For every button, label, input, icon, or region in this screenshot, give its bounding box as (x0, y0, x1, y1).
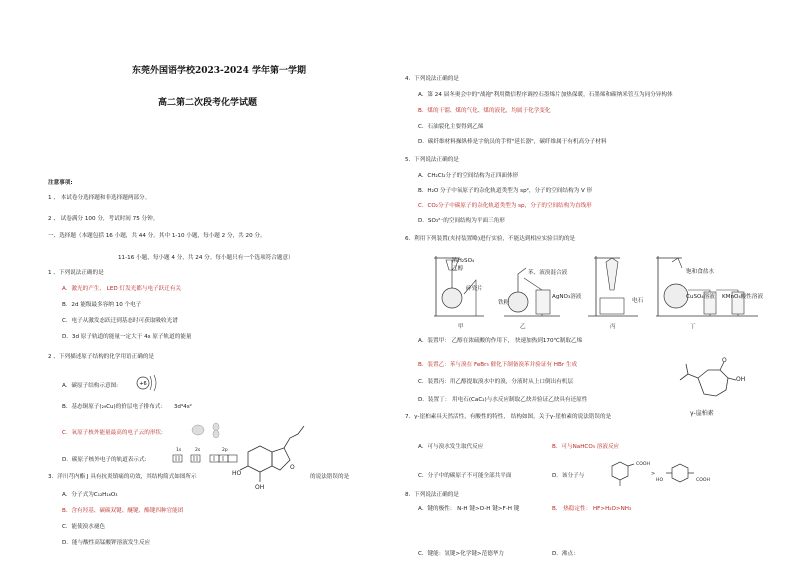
q3-option-b: B．含有羟基、碳碳双键、醚键、酯键四种官能团 (62, 508, 184, 514)
caption-ding: 丁 (690, 324, 696, 330)
question-6: 6．利用下列装置(夹持装置略)进行实验，不能达到相应实验目的的是 (405, 236, 576, 242)
thujaplicin-o-label: O (722, 357, 727, 364)
q1-option-c: C．电子从激发态跃迁到基态时可获取吸收光谱 (62, 318, 178, 324)
notice-heading: 注意事项: (48, 180, 73, 186)
thujaplicin-structure (676, 358, 746, 410)
caption-jia: 甲 (458, 324, 464, 330)
question-5: 5．下列说法正确的是 (405, 157, 459, 163)
q4-option-b: B．煤的干馏、煤的气化、煤的液化，均属于化学变化 (418, 108, 551, 114)
orbital-label-2s: 2s (195, 448, 201, 453)
question-1: 1 、下列说法正确的是 (48, 270, 104, 276)
q7-option-c: C．分子中的碳原子不可能全部共平面 (418, 473, 512, 479)
q5-option-a: A．CH₂Cl₂分子的空间结构为正四面体形 (418, 173, 519, 179)
q1-option-b: B．2d 能级最多容纳 10 个电子 (62, 302, 142, 308)
question-4: 4．下列说法正确的是 (405, 76, 459, 82)
app2-label-iron: 铁粉 (498, 300, 510, 306)
orbital-label-2p: 2p (222, 448, 228, 453)
exam-title: 东莞外国语学校2023-2024 学年第一学期 (132, 66, 306, 76)
q8-option-b: B． 热稳定性： HF>H₂O>NH₃ (552, 506, 632, 512)
caption-bing: 丙 (610, 324, 616, 330)
q5-option-c: C．CO₂分子中碳原子的杂化轨道类型为 sp，分子的空间结构为直线形 (418, 203, 592, 209)
app4-label-brine: 饱和食盐水 (686, 269, 714, 275)
app1-label-ethanol: 乙醇 (452, 266, 464, 272)
mol8-ho-para: HO (656, 478, 664, 483)
question-2: 2 、下列描述原子结构的化学用语正确的是 (48, 354, 155, 360)
q2-option-a: A．碳原子结构示意图: (62, 383, 119, 389)
app4-label-cuso4: CuSO₄溶液 (686, 294, 715, 300)
q3-option-d: D．能与酸性高锰酸钾溶液发生反应 (62, 540, 151, 546)
mol8-cooh-ortho: COOH (636, 462, 650, 467)
q6-option-b: B．装置乙：苯与溴在 FeBr₃ 催化下制备溴苯并验证有 HBr 生成 (418, 362, 578, 368)
q2-option-b-value: 3d⁹4s² (173, 404, 192, 410)
q8-option-d: D．沸点： (552, 551, 579, 557)
app2-label-mixture: 苯、液溴混合液 (528, 270, 568, 276)
atom-nucleus-label: +6 (139, 381, 147, 387)
q4-option-a: A．第 24 届冬奥会中的"战袍"利用微信程序调控石墨烯片加热保暖，石墨烯和碳纳米管互为同分异构体 (418, 92, 673, 98)
chuanxiong-lactone-structure (228, 422, 308, 492)
question-3-tail: 的说法错误的是 (310, 474, 350, 480)
app4-label-carbide: 电石 (632, 298, 644, 304)
q7-option-b: B．可与NaHCO₃ 溶液反应 (552, 444, 620, 450)
q6-option-a: A．装置甲： 乙醇在浓硫酸的作用下， 快速加热到170℃制取乙烯 (418, 338, 583, 344)
notice-2: 2 、 试卷满分 100 分，考试时间 75 分钟。 (48, 216, 159, 222)
q7-option-d: D．该分子与 (552, 473, 585, 479)
q2-option-b-text: B．基态铜原子(₂₉Cu)的价层电子排布式： (62, 404, 167, 410)
q2-option-d: D．碳原子核外电子的轨道表示式: (62, 457, 147, 463)
orbital-shapes (190, 422, 228, 438)
section-1-instructions: 一、选择题（本题包括 16 小题，共 44 分。其中 1-10 小题，每小题 2 分，共 20 分。 (48, 233, 266, 239)
q2-option-b (62, 404, 192, 411)
carbon-atom-diagram (134, 372, 160, 394)
q8-option-a: A．键的极性： N-H 键>O-H 键>F-H 键 (418, 506, 520, 512)
q2-option-c: C．氧原子核外能量最高的电子云的形状: (62, 430, 163, 436)
app2-label-agno3: AgNO₃溶液 (552, 294, 582, 300)
q5-option-d: D．SO₃²⁻的空间结构为平面三角形 (418, 218, 505, 224)
q8-option-c: C．键能：氢键>化学键>范德华力 (418, 551, 504, 557)
q6-option-d: D．装置丁： 用电石(CaC₂)与水反应制取乙炔并验证乙炔具有还原性 (418, 397, 588, 403)
thujaplicin-name: γ-崖柏素 (690, 410, 714, 417)
mol8-gt-sign: > (651, 471, 656, 477)
q3-option-c: C．能使溴水褪色 (62, 524, 106, 530)
exam-subtitle: 高二第二次段考化学试题 (158, 98, 258, 108)
notice-1: 1 、 本试卷分选择题和非选择题两部分。 (48, 195, 151, 201)
app1-label-chips: 碎瓷片 (466, 286, 483, 292)
q7-option-a: A．可与溴水发生取代反应 (418, 444, 484, 450)
caption-yi: 乙 (520, 324, 526, 330)
app4-label-kmno4: KMnO₄酸性溶液 (722, 294, 764, 300)
question-8: 8．下列说法正确的是 (405, 492, 459, 498)
app1-label-h2so4: 浓H₂SO₄ (452, 258, 475, 264)
q5-option-b: B．H₂O 分子中氧原子的杂化轨道类型为 sp²，分子的空间结构为 V 形 (418, 188, 593, 194)
q6-option-c: C．装置丙：用乙醇提取溴水中的溴，分液时从上口倒出有机层 (418, 379, 573, 385)
q4-option-d: D．碳纤维材料操纵棒是宇航员的手臂"延长器"，碳纤维属于有机高分子材料 (418, 139, 607, 145)
section-1-instructions-cont: 11-16 小题，每小题 4 分，共 24 分。每小题只有一个选项符合题意） (118, 255, 294, 261)
question-3: 3．洋川芎内酯 J 具有抗炎镇痛的功效，其结构简式如图所示 (48, 474, 197, 480)
question-7: 7．γ-崖柏素具天然活性，有酸性的特性， 结构如图，关于γ-崖柏素的说法错误的是 (405, 414, 612, 420)
q1-option-a: A．激光的产生、 LED 灯发光都与电子跃迁有关 (62, 286, 182, 292)
q4-option-c: C．石油裂化主要得到乙烯 (418, 124, 484, 130)
q1-option-d: D．3d 原子轨道的能量一定大于 4s 原子轨道的能量 (62, 334, 192, 340)
q3-mol-o-label: O (290, 464, 295, 471)
mol8-cooh-para: COOH (696, 478, 710, 483)
q3-option-a: A．分子式为C₁₂H₁₆O₃ (62, 492, 118, 498)
orbital-label-1s: 1s (176, 448, 182, 453)
q3-mol-ho-label: HO (232, 470, 242, 477)
q3-mol-oh-label: OH (255, 484, 265, 491)
thujaplicin-oh-label: OH (736, 376, 746, 383)
